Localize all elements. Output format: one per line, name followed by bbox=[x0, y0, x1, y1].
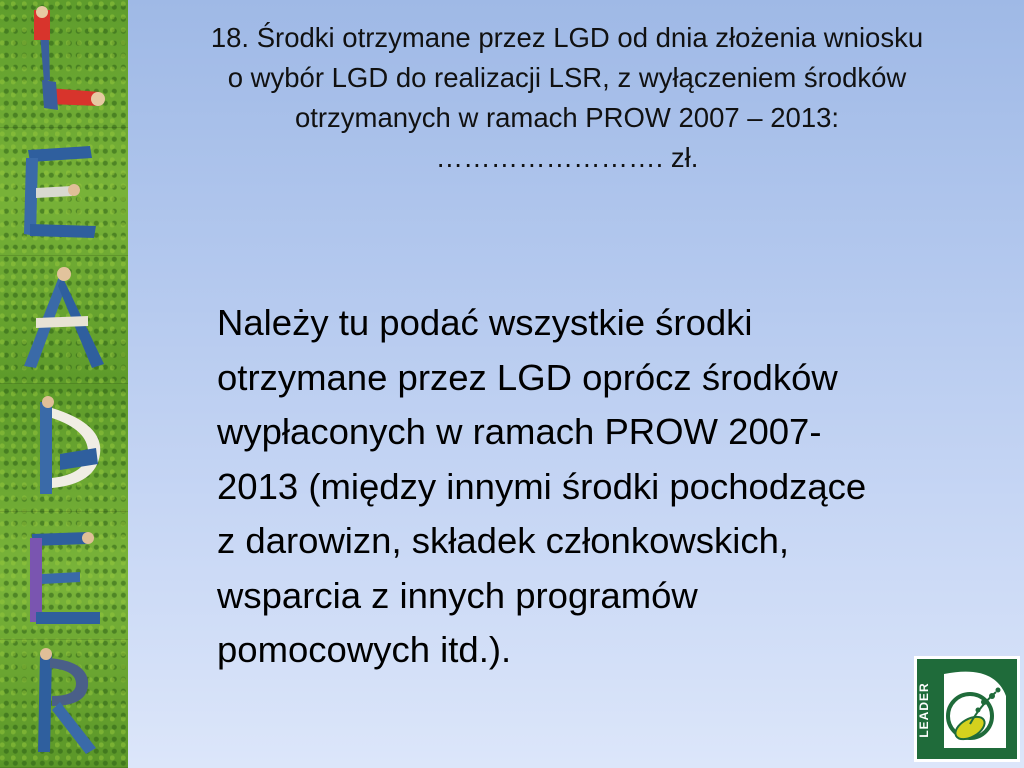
title-line: ……………………. zł. bbox=[435, 142, 699, 173]
letter-e2-photo bbox=[0, 512, 128, 640]
slide-title bbox=[150, 18, 984, 178]
title-line: o wybór LGD do realizacji LSR, z wyłączeniem środków bbox=[227, 62, 907, 93]
title-line: otrzymanych w ramach PROW 2007 – 2013: bbox=[294, 102, 840, 133]
leader-photo-strip bbox=[0, 0, 128, 768]
body-paragraph bbox=[217, 296, 977, 678]
letter-r-photo bbox=[0, 640, 128, 768]
letter-d-photo bbox=[0, 384, 128, 512]
letter-l-photo bbox=[0, 0, 128, 128]
body-line: pomocowych itd.). bbox=[217, 629, 512, 670]
letter-e-photo bbox=[0, 128, 128, 256]
body-line: Należy tu podać wszystkie środki bbox=[217, 302, 753, 343]
letter-a-photo bbox=[0, 256, 128, 384]
body-line: wypłaconych w ramach PROW 2007- bbox=[217, 411, 822, 452]
body-line: z darowizn, składek członkowskich, bbox=[217, 520, 790, 561]
body-line: 2013 (między innymi środki pochodzące bbox=[217, 465, 867, 507]
logo-text: LEADER bbox=[917, 682, 931, 738]
leader-logo bbox=[914, 656, 1020, 762]
body-line: otrzymane przez LGD oprócz środków bbox=[217, 356, 838, 398]
title-line: 18. Środki otrzymane przez LGD od dnia złożenia wniosku bbox=[210, 22, 924, 53]
body-line: wsparcia z innych programów bbox=[217, 574, 698, 616]
